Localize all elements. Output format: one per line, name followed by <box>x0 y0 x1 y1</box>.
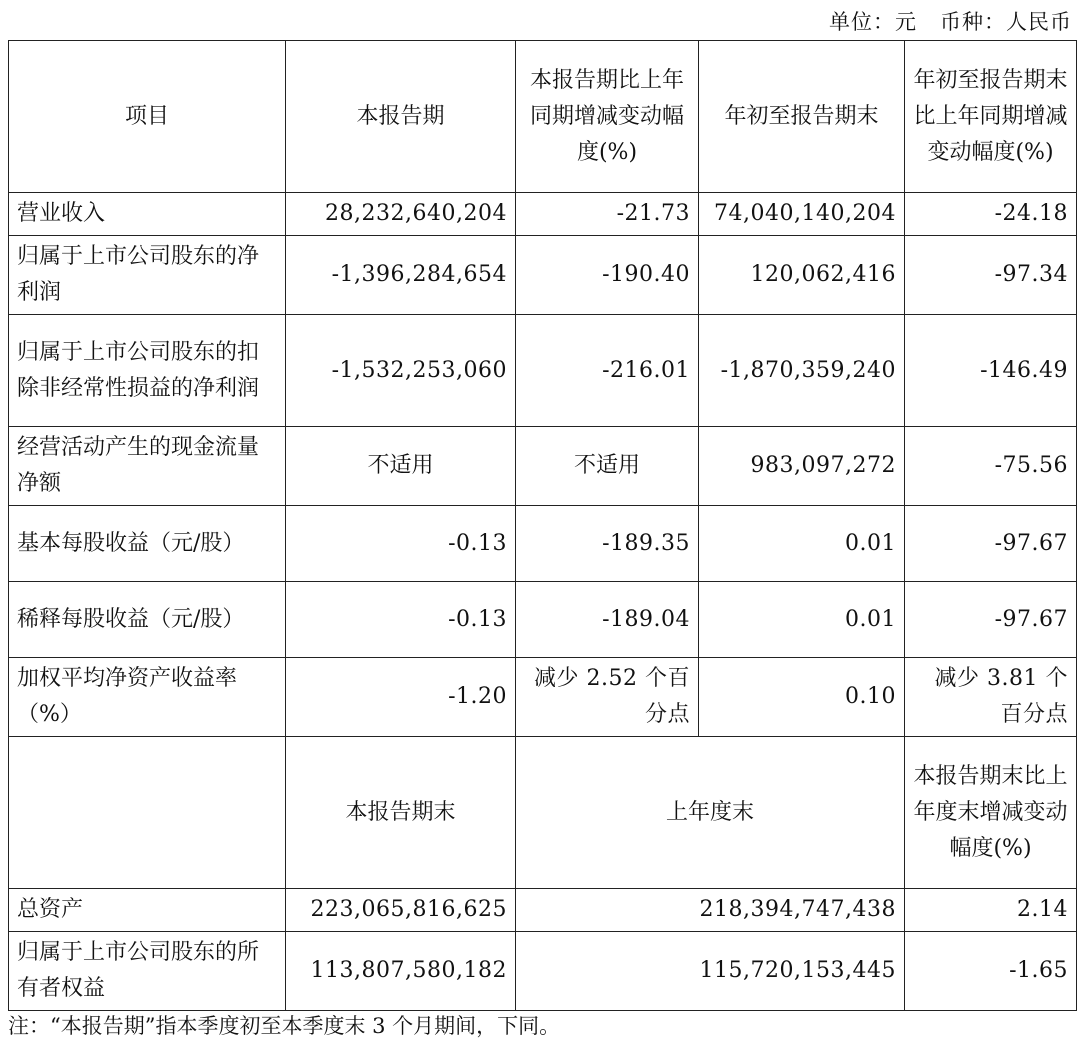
row-label: 归属于上市公司股东的所有者权益 <box>9 932 286 1011</box>
header-ytd: 年初至报告期末 <box>699 41 905 193</box>
current-change-value: 不适用 <box>516 427 699 506</box>
ytd-change-value: -97.67 <box>905 506 1077 582</box>
table-row <box>9 427 1077 506</box>
ytd-value: 74,040,140,204 <box>699 193 905 236</box>
unit-currency-line: 单位：元 币种：人民币 <box>828 10 1072 34</box>
row-label: 营业收入 <box>9 193 286 236</box>
current-change-value: -216.01 <box>516 315 699 427</box>
ytd-value: 0.10 <box>699 658 905 737</box>
table-row <box>9 582 1077 658</box>
row-label: 稀释每股收益（元/股） <box>9 582 286 658</box>
table-row <box>9 932 1077 1011</box>
change-value: 2.14 <box>905 889 1077 932</box>
current-change-value: -189.35 <box>516 506 699 582</box>
period-end-value: 113,807,580,182 <box>286 932 516 1011</box>
current-change-value: 减少 2.52 个百分点 <box>516 658 699 737</box>
current-value: -1,532,253,060 <box>286 315 516 427</box>
ytd-change-value: -97.67 <box>905 582 1077 658</box>
ytd-value: 983,097,272 <box>699 427 905 506</box>
row-label: 加权平均净资产收益率（%） <box>9 658 286 737</box>
current-value: 不适用 <box>286 427 516 506</box>
table-header-row <box>9 41 1077 193</box>
header-period-end: 本报告期末 <box>286 737 516 889</box>
ytd-change-value: -146.49 <box>905 315 1077 427</box>
table-row <box>9 193 1077 236</box>
header-current-change: 本报告期比上年同期增减变动幅度(%) <box>516 41 699 193</box>
table-row <box>9 889 1077 932</box>
header-period-end-change: 本报告期末比上年度末增减变动幅度(%) <box>905 737 1077 889</box>
header-ytd-change: 年初至报告期末比上年同期增减变动幅度(%) <box>905 41 1077 193</box>
header-item: 项目 <box>9 41 286 193</box>
current-value: 28,232,640,204 <box>286 193 516 236</box>
table-row <box>9 315 1077 427</box>
current-value: -0.13 <box>286 506 516 582</box>
ytd-value: 0.01 <box>699 582 905 658</box>
row-label: 归属于上市公司股东的扣除非经常性损益的净利润 <box>9 315 286 427</box>
current-change-value: -190.40 <box>516 236 699 315</box>
ytd-change-value: -75.56 <box>905 427 1077 506</box>
current-value: -1,396,284,654 <box>286 236 516 315</box>
table-row <box>9 658 1077 737</box>
financial-data-table <box>8 40 1077 1011</box>
change-value: -1.65 <box>905 932 1077 1011</box>
ytd-value: -1,870,359,240 <box>699 315 905 427</box>
row-label: 基本每股收益（元/股） <box>9 506 286 582</box>
current-value: -1.20 <box>286 658 516 737</box>
table-row <box>9 236 1077 315</box>
row-label: 总资产 <box>9 889 286 932</box>
prior-year-end-value: 218,394,747,438 <box>516 889 905 932</box>
row-label: 经营活动产生的现金流量净额 <box>9 427 286 506</box>
footnote: 注：“本报告期”指本季度初至本季度末 3 个月期间，下同。 <box>8 1014 561 1038</box>
prior-year-end-value: 115,720,153,445 <box>516 932 905 1011</box>
period-end-value: 223,065,816,625 <box>286 889 516 932</box>
table-row <box>9 506 1077 582</box>
ytd-change-value: -24.18 <box>905 193 1077 236</box>
table-header-row <box>9 737 1077 889</box>
header-prior-year-end: 上年度末 <box>516 737 905 889</box>
current-change-value: -21.73 <box>516 193 699 236</box>
ytd-change-value: -97.34 <box>905 236 1077 315</box>
ytd-value: 120,062,416 <box>699 236 905 315</box>
header-blank <box>9 737 286 889</box>
ytd-value: 0.01 <box>699 506 905 582</box>
row-label: 归属于上市公司股东的净利润 <box>9 236 286 315</box>
current-change-value: -189.04 <box>516 582 699 658</box>
current-value: -0.13 <box>286 582 516 658</box>
ytd-change-value: 减少 3.81 个百分点 <box>905 658 1077 737</box>
header-current-period: 本报告期 <box>286 41 516 193</box>
